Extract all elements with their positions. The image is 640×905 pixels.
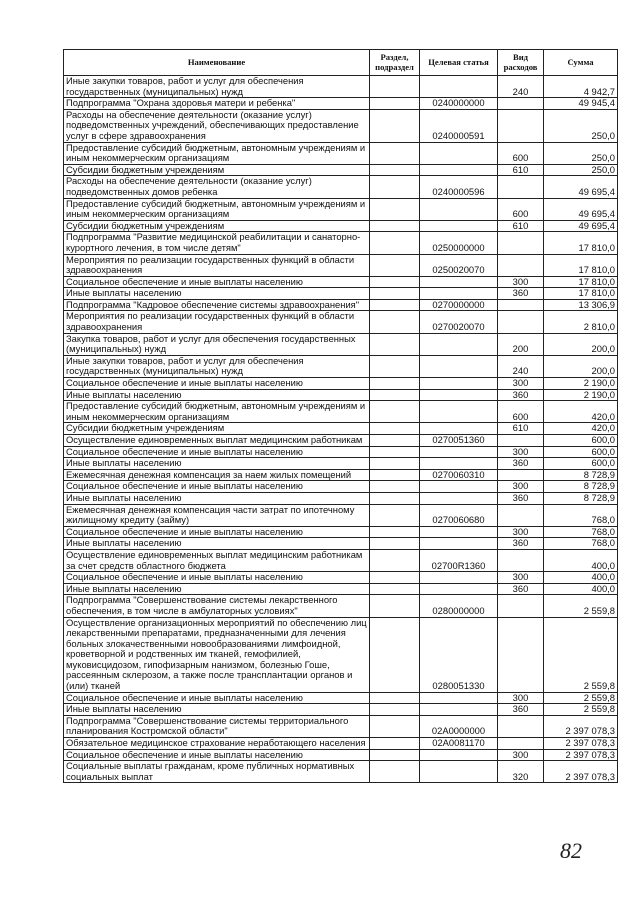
cell-type (498, 176, 544, 198)
cell-name: Социальное обеспечение и иные выплаты населению (64, 526, 370, 538)
cell-section (370, 446, 420, 458)
cell-name: Подпрограмма "Развитие медицинской реабилитации и санаторно-курортного лечения, в том числе детям" (64, 232, 370, 254)
table-body (64, 76, 618, 783)
cell-name: Социальное обеспечение и иные выплаты населению (64, 446, 370, 458)
table-row (64, 198, 618, 220)
cell-sum: 2 559,8 (544, 704, 618, 716)
cell-section (370, 738, 420, 750)
cell-target: 0240000591 (420, 109, 498, 142)
cell-type: 300 (498, 526, 544, 538)
cell-type: 300 (498, 276, 544, 288)
cell-type: 600 (498, 401, 544, 423)
cell-type (498, 715, 544, 737)
table-row (64, 423, 618, 435)
cell-target (420, 76, 498, 98)
table-row (64, 504, 618, 526)
cell-name: Иные выплаты населению (64, 492, 370, 504)
cell-target (420, 492, 498, 504)
cell-section (370, 176, 420, 198)
table-row (64, 458, 618, 470)
cell-name: Субсидии бюджетным учреждениям (64, 164, 370, 176)
cell-section (370, 232, 420, 254)
cell-section (370, 142, 420, 164)
cell-target (420, 142, 498, 164)
cell-type (498, 232, 544, 254)
cell-name: Предоставление субсидий бюджетным, автономным учреждениям и иным некоммерческим организациям (64, 198, 370, 220)
budget-table (63, 49, 618, 783)
cell-section (370, 504, 420, 526)
table-row (64, 76, 618, 98)
cell-type (498, 311, 544, 333)
table-row (64, 704, 618, 716)
cell-name: Ежемесячная денежная компенсация части затрат по ипотечному жилищному кредиту (займу) (64, 504, 370, 526)
cell-type: 360 (498, 538, 544, 550)
cell-section (370, 538, 420, 550)
cell-sum: 600,0 (544, 446, 618, 458)
cell-section (370, 469, 420, 481)
cell-target (420, 446, 498, 458)
table-row (64, 549, 618, 571)
cell-sum: 250,0 (544, 164, 618, 176)
table-row (64, 617, 618, 692)
cell-target: 0280000000 (420, 595, 498, 617)
cell-section (370, 198, 420, 220)
cell-type: 360 (498, 704, 544, 716)
cell-sum: 13 306,9 (544, 299, 618, 311)
cell-target (420, 220, 498, 232)
cell-name: Иные выплаты населению (64, 704, 370, 716)
cell-type: 360 (498, 583, 544, 595)
table-row (64, 311, 618, 333)
cell-name: Иные выплаты населению (64, 389, 370, 401)
cell-name: Социальное обеспечение и иные выплаты населению (64, 481, 370, 493)
cell-section (370, 749, 420, 761)
cell-section (370, 333, 420, 355)
cell-section (370, 583, 420, 595)
cell-section (370, 423, 420, 435)
cell-target: 0250000000 (420, 232, 498, 254)
cell-sum: 2 397 078,3 (544, 749, 618, 761)
cell-type: 300 (498, 572, 544, 584)
cell-type (498, 435, 544, 447)
header-type: Вид расходов (498, 50, 544, 76)
cell-name: Закупка товаров, работ и услуг для обеспечения государственных (муниципальных) нужд (64, 333, 370, 355)
table-row (64, 389, 618, 401)
cell-sum: 49 695,4 (544, 176, 618, 198)
cell-type: 300 (498, 692, 544, 704)
cell-sum: 250,0 (544, 142, 618, 164)
table-row (64, 595, 618, 617)
cell-name: Подпрограмма "Охрана здоровья матери и ребенка" (64, 98, 370, 110)
cell-sum: 17 810,0 (544, 288, 618, 300)
cell-section (370, 549, 420, 571)
cell-type: 200 (498, 333, 544, 355)
cell-name: Мероприятия по реализации государственных функций в области здравоохранения (64, 311, 370, 333)
table-row (64, 254, 618, 276)
cell-target (420, 572, 498, 584)
cell-section (370, 481, 420, 493)
cell-target: 0240000596 (420, 176, 498, 198)
table-row (64, 355, 618, 377)
cell-sum: 2 190,0 (544, 378, 618, 390)
table-row (64, 715, 618, 737)
header-sum: Сумма (544, 50, 618, 76)
cell-section (370, 254, 420, 276)
cell-type: 240 (498, 76, 544, 98)
cell-type: 240 (498, 355, 544, 377)
cell-name: Иные закупки товаров, работ и услуг для обеспечения государственных (муниципальных) нужд (64, 76, 370, 98)
table-row (64, 435, 618, 447)
cell-name: Ежемесячная денежная компенсация за наем жилых помещений (64, 469, 370, 481)
cell-name: Субсидии бюджетным учреждениям (64, 220, 370, 232)
cell-target (420, 749, 498, 761)
cell-name: Субсидии бюджетным учреждениям (64, 423, 370, 435)
table-row (64, 526, 618, 538)
cell-section (370, 98, 420, 110)
cell-target: 0270060680 (420, 504, 498, 526)
cell-type (498, 738, 544, 750)
cell-name: Социальное обеспечение и иные выплаты населению (64, 749, 370, 761)
cell-section (370, 389, 420, 401)
cell-name: Социальное обеспечение и иные выплаты населению (64, 378, 370, 390)
cell-name: Иные выплаты населению (64, 458, 370, 470)
cell-section (370, 715, 420, 737)
table-row (64, 469, 618, 481)
cell-name: Осуществление единовременных выплат медицинским работникам (64, 435, 370, 447)
cell-target (420, 423, 498, 435)
cell-target: 0240000000 (420, 98, 498, 110)
cell-sum: 400,0 (544, 572, 618, 584)
cell-sum: 2 559,8 (544, 595, 618, 617)
cell-section (370, 761, 420, 783)
table-row (64, 446, 618, 458)
cell-sum: 2 397 078,3 (544, 738, 618, 750)
table-row (64, 749, 618, 761)
cell-type (498, 254, 544, 276)
cell-name: Социальные выплаты гражданам, кроме публичных нормативных социальных выплат (64, 761, 370, 783)
cell-sum: 49 945,4 (544, 98, 618, 110)
cell-sum: 17 810,0 (544, 254, 618, 276)
page-number: 82 (560, 838, 582, 863)
header-target: Целевая статья (420, 50, 498, 76)
table-row (64, 492, 618, 504)
cell-type (498, 299, 544, 311)
cell-sum: 420,0 (544, 423, 618, 435)
cell-target: 0270051360 (420, 435, 498, 447)
cell-section (370, 276, 420, 288)
cell-target: 0280051330 (420, 617, 498, 692)
table-row (64, 692, 618, 704)
cell-name: Социальное обеспечение и иные выплаты населению (64, 692, 370, 704)
cell-target (420, 538, 498, 550)
cell-type: 360 (498, 288, 544, 300)
cell-section (370, 458, 420, 470)
cell-type (498, 617, 544, 692)
cell-sum: 4 942,7 (544, 76, 618, 98)
header-section: Раздел, подраздел (370, 50, 420, 76)
table-row (64, 333, 618, 355)
cell-target (420, 276, 498, 288)
cell-section (370, 526, 420, 538)
cell-section (370, 595, 420, 617)
cell-name: Социальное обеспечение и иные выплаты населению (64, 276, 370, 288)
cell-target (420, 378, 498, 390)
cell-type: 320 (498, 761, 544, 783)
cell-target (420, 761, 498, 783)
cell-type (498, 109, 544, 142)
cell-section (370, 76, 420, 98)
cell-type: 300 (498, 446, 544, 458)
cell-sum: 49 695,4 (544, 220, 618, 232)
cell-name: Предоставление субсидий бюджетным, автономным учреждениям и иным некоммерческим организациям (64, 142, 370, 164)
cell-sum: 8 728,9 (544, 492, 618, 504)
cell-section (370, 617, 420, 692)
cell-section (370, 220, 420, 232)
cell-sum: 200,0 (544, 333, 618, 355)
table-row (64, 288, 618, 300)
cell-type: 360 (498, 389, 544, 401)
cell-target (420, 198, 498, 220)
cell-sum: 420,0 (544, 401, 618, 423)
cell-target: 02700R1360 (420, 549, 498, 571)
cell-type (498, 98, 544, 110)
cell-type (498, 504, 544, 526)
cell-type: 610 (498, 164, 544, 176)
cell-sum: 8 728,9 (544, 469, 618, 481)
cell-target: 0250020070 (420, 254, 498, 276)
cell-sum: 768,0 (544, 526, 618, 538)
cell-section (370, 492, 420, 504)
cell-sum: 2 397 078,3 (544, 761, 618, 783)
table-row (64, 538, 618, 550)
cell-sum: 200,0 (544, 355, 618, 377)
cell-sum: 600,0 (544, 458, 618, 470)
cell-sum: 2 810,0 (544, 311, 618, 333)
cell-sum: 49 695,4 (544, 198, 618, 220)
cell-sum: 400,0 (544, 583, 618, 595)
cell-name: Подпрограмма "Кадровое обеспечение системы здравоохранения" (64, 299, 370, 311)
table-row (64, 378, 618, 390)
cell-target (420, 333, 498, 355)
cell-target (420, 583, 498, 595)
cell-type: 360 (498, 492, 544, 504)
cell-name: Мероприятия по реализации государственных функций в области здравоохранения (64, 254, 370, 276)
cell-section (370, 401, 420, 423)
cell-name: Социальное обеспечение и иные выплаты населению (64, 572, 370, 584)
cell-sum: 8 728,9 (544, 481, 618, 493)
cell-name: Обязательное медицинское страхование неработающего населения (64, 738, 370, 750)
cell-section (370, 109, 420, 142)
cell-target (420, 526, 498, 538)
cell-sum: 2 559,8 (544, 692, 618, 704)
cell-sum: 2 190,0 (544, 389, 618, 401)
table-row (64, 299, 618, 311)
cell-section (370, 299, 420, 311)
table-row (64, 572, 618, 584)
cell-target (420, 401, 498, 423)
cell-name: Иные выплаты населению (64, 288, 370, 300)
cell-section (370, 378, 420, 390)
table-row (64, 164, 618, 176)
cell-target: 0270060310 (420, 469, 498, 481)
cell-type (498, 595, 544, 617)
cell-type: 600 (498, 198, 544, 220)
cell-target (420, 692, 498, 704)
table-row (64, 761, 618, 783)
cell-section (370, 692, 420, 704)
cell-name: Расходы на обеспечение деятельности (оказание услуг) подведомственных домов ребенка (64, 176, 370, 198)
cell-sum: 17 810,0 (544, 276, 618, 288)
cell-name: Осуществление единовременных выплат медицинским работникам за счет средств областного бюджета (64, 549, 370, 571)
cell-target (420, 481, 498, 493)
cell-target (420, 355, 498, 377)
cell-target: 0270020070 (420, 311, 498, 333)
cell-target (420, 389, 498, 401)
cell-name: Предоставление субсидий бюджетным, автономным учреждениям и иным некоммерческим организациям (64, 401, 370, 423)
cell-sum: 768,0 (544, 538, 618, 550)
table-row (64, 109, 618, 142)
cell-sum: 250,0 (544, 109, 618, 142)
cell-section (370, 704, 420, 716)
cell-target (420, 288, 498, 300)
cell-section (370, 435, 420, 447)
cell-type: 300 (498, 378, 544, 390)
cell-name: Иные выплаты населению (64, 538, 370, 550)
cell-name: Осуществление организационных мероприятий по обеспечению лиц лекарственными препаратами, предназначенными для лечения больных злокачественными новообразованиями лимфоидной, кроветворной и родственных им тканей, гемофилией, муковисцидозом, гипофизарным нанизмом, болезнью Гоше, рассеянным склерозом, а также после трансплантации органов и (или) тканей (64, 617, 370, 692)
cell-name: Подпрограмма "Совершенствование системы территориального планирования Костромской области" (64, 715, 370, 737)
cell-target (420, 704, 498, 716)
table-row (64, 738, 618, 750)
cell-sum: 768,0 (544, 504, 618, 526)
table-row (64, 583, 618, 595)
table-row (64, 481, 618, 493)
cell-target (420, 164, 498, 176)
cell-type: 300 (498, 481, 544, 493)
cell-sum: 17 810,0 (544, 232, 618, 254)
cell-target: 02А0081170 (420, 738, 498, 750)
cell-sum: 600,0 (544, 435, 618, 447)
cell-section (370, 355, 420, 377)
table-row (64, 142, 618, 164)
cell-target (420, 458, 498, 470)
cell-type (498, 549, 544, 571)
header-row (64, 50, 618, 76)
cell-type: 610 (498, 423, 544, 435)
cell-type: 360 (498, 458, 544, 470)
cell-target: 02А0000000 (420, 715, 498, 737)
cell-type (498, 469, 544, 481)
cell-section (370, 311, 420, 333)
table-row (64, 220, 618, 232)
cell-type: 300 (498, 749, 544, 761)
table-row (64, 232, 618, 254)
cell-sum: 2 559,8 (544, 617, 618, 692)
cell-target: 0270000000 (420, 299, 498, 311)
cell-section (370, 288, 420, 300)
cell-section (370, 572, 420, 584)
cell-name: Иные выплаты населению (64, 583, 370, 595)
table-row (64, 176, 618, 198)
cell-type: 600 (498, 142, 544, 164)
header-name: Наименование (64, 50, 370, 76)
cell-sum: 2 397 078,3 (544, 715, 618, 737)
table-row (64, 401, 618, 423)
cell-name: Иные закупки товаров, работ и услуг для обеспечения государственных (муниципальных) нужд (64, 355, 370, 377)
cell-sum: 400,0 (544, 549, 618, 571)
table-row (64, 276, 618, 288)
cell-name: Подпрограмма "Совершенствование системы лекарственного обеспечения, в том числе в амбулаторных условиях" (64, 595, 370, 617)
cell-section (370, 164, 420, 176)
cell-type: 610 (498, 220, 544, 232)
table-row (64, 98, 618, 110)
cell-name: Расходы на обеспечение деятельности (оказание услуг) подведомственных учреждений, обеспечивающих предоставление услуг в сфере здравоохранения (64, 109, 370, 142)
